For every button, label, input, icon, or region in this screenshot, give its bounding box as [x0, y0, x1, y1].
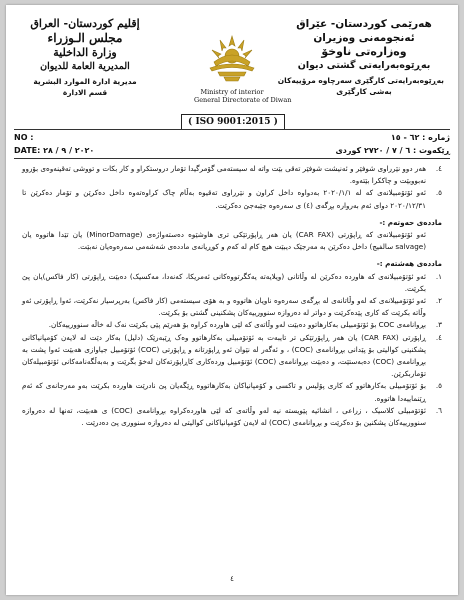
- kurdish-council-line: ئەنجومەنی وەزیران: [313, 32, 415, 44]
- item-number: ٤.: [435, 332, 442, 342]
- item-text: ڕاپۆرتی (CAR FAX) یان هەر ڕاپۆرتێکی تر تایبەت بە ئۆتۆمبیلی بەکارهاتوو وەک ڕێبەرێک (دلیل) بەکار دێت لە لایەن کۆمپانیاکانی پشکنینی کوالیتی بۆ پێدانی بڕوانامەی (COC) ، و ئەگەر لە نێوان ئەو ڕاپۆرتانە و ڕاپۆرتی (COC) ئۆتۆمبیل جیاوازی هەبێت ئەوا پشت بە بڕوانامەی (COC) دەبەستێت، و دەبێت بڕوانامەی (COC) ئۆتۆمبیل وردەکاری کاڕاپۆرتەکان لەخۆ بگرێت و بەبەڵگەنامەکانی ئۆتۆمبیلەکان تۆماربکرێن.: [22, 332, 427, 379]
- item-number: ١.: [435, 271, 442, 281]
- arabic-council-line: مجلس الـوزراء: [47, 31, 123, 45]
- arabic-ministry-line: وزارة الداخلية: [53, 46, 117, 59]
- article-eight-item-5: [22, 380, 442, 404]
- ministry-emblem: [194, 30, 292, 104]
- item-text: ئەو ئۆتۆمبیلانەی کە هاوردە دەکرێن لە وڵاتانی (ویلایەتە یەکگرتووەکانی ئەمریکا، کەنەدا، مەکسیک) دەبێت ڕاپۆرتی (کار فاکس)یان پێ بکرێت.: [22, 271, 426, 293]
- arabic-hr-line: مديرية ادارة الموارد البشرية: [33, 77, 137, 86]
- article-eight-heading: ماددەی هەشتەم :-: [376, 259, 442, 269]
- meta-divider: [14, 158, 450, 159]
- paragraph-number: ٤.: [435, 164, 442, 173]
- kurdish-ministry-line: وەزارەتی ناوخۆ: [321, 45, 407, 58]
- kurdish-admin-line: بەشی کارگێری: [336, 87, 392, 96]
- item-text: بڕوانامەی COC بۆ ئۆتۆمبیلی بەکارهاتوو دەبێت لەو وڵاتەی کە لێی هاوردە کراوە بۆ هەرێم پێی بکرێت نەک لە خاڵە سنوورییەکان.: [48, 320, 426, 330]
- page-number: ٤: [230, 575, 234, 583]
- article-eight-item-2: [22, 295, 442, 319]
- article-eight-item-1: [22, 271, 442, 295]
- article-seven-heading: ماددەی حەوتەم :-: [379, 217, 442, 227]
- paragraph-number: ٥.: [435, 188, 442, 198]
- header-divider: [14, 129, 450, 130]
- reference-number: ژمارە : ٦٢ - ١٥: [390, 133, 450, 142]
- item-number: ٥.: [435, 381, 442, 391]
- paragraph-text: ئەو ئۆتۆمبیلانەی کە لە ٢٠٢٠/١/١ بەدواوە داخل کراون و نێرراوی تەقیوە بەڵام چاک کراوەتەوە داخل دەکرێن و تۆمار دەکرێن تا ٢٠٢٠/١٢/٣١ دوای ئەم بەروارە بڕگەی (٤) ی سەرەوە جێبەجێ دەکرێت.: [22, 188, 427, 210]
- document-page: [6, 5, 458, 595]
- kurdish-region-line: هەرێمی کوردستان- عێراق: [296, 18, 432, 30]
- arabic-letterhead: [20, 17, 150, 98]
- article-seven-text: ئەو ئۆتۆمبیلانەی کە ڕاپۆرتی (CAR FAX) یان هەر ڕاپۆرتێکی تری هاوشێوە دەستەواژەی (MinorDamage) یان تێدا هاتووە یان (salvage سالفیج) داخل دەکرێن بە مەرجێک دیبێت هیچ کام لە کەم و کوڕیانەی ماددەی شەشەمی سەرەوەیان نەبێت.: [22, 230, 427, 252]
- arabic-directorate-line: المديرية العامة للديوان: [40, 61, 130, 72]
- paragraph-5: [22, 187, 442, 211]
- arabic-admin-line: قسم الادارة: [62, 88, 108, 97]
- kurdish-directorate-line: بەڕێوەبەرایەتی گشتی دیوان: [297, 60, 431, 71]
- kurdish-hr-line: بەڕێوەبەرایەتی کارگێری سەرچاوە مرۆییەکان: [277, 76, 444, 85]
- kurdish-date: ڕێکەوت : ٦ / ٧ / ٢٧٢٠ کوردی: [335, 146, 450, 155]
- item-number: ٣.: [435, 320, 442, 330]
- kurdish-letterhead: [277, 17, 444, 97]
- date-label: DATE: ٢٠٢٠ / ٩ / ٢٨: [14, 146, 95, 155]
- ministry-english-line2: General Directorate of Diwan: [194, 96, 292, 104]
- number-label: NO :: [14, 133, 34, 142]
- article-eight-item-4: [22, 332, 442, 381]
- item-text: ئەو ئۆتۆمبیلانەی کە لەو وڵاتانەی لە بڕگەی سەرەوە ناویان هاتووە و بە هۆی سیستەمی (کار فاکس) بەرپرسیار نەکرێت، ئەوا ڕاپۆرتی ئەو وڵاتە بکرێت کە کاری پێدەکرێت و دواتر لە دەروازە سنوورییەکان پشکنینی گشتی بۆ بکرێت.: [22, 296, 426, 318]
- item-text: بۆ ئۆتۆمبیلی بەکارهاتوو کە کاری پۆلیس و تاکسی و کۆمپانیاکان بەکارهاتووە ڕێگەیان پێ نادرێت هاوردە بکرێت بەو مەرجانەی کە ئەم ڕێنماییەدا هاتووە.: [22, 381, 426, 403]
- item-number: ٦.: [435, 405, 442, 415]
- paragraph-4: [22, 163, 442, 187]
- paragraph-text: هەر دوو نێرراوی شوفێر و ئەنیشت شوفێر تەقی بێت واتە لە سیستەمی گۆمرگیدا تۆمار دروستکراو و کار بکات و تووشی تەقینەوەی بۆروو نەبووبێت و چاککرا بێتەوە.: [22, 164, 426, 186]
- arabic-region-line: إقليم كوردستان- العراق: [30, 17, 140, 30]
- ministry-english-line1: Ministry of interior: [200, 88, 264, 96]
- kurdistan-sun-emblem-icon: [204, 30, 260, 88]
- iso-certification-box: ( ISO 9001:2015 ): [181, 114, 285, 130]
- item-number: ٢.: [435, 296, 442, 306]
- article-eight-item-6: [22, 405, 442, 429]
- document-body: [22, 163, 442, 429]
- item-text: ئۆتۆمبیلی کلاسیک ، زراعی ، انشائیە پێویستە نیە لەو وڵاتەی کە لێی هاوردەکراوە بڕوانامەی (COC) ی هەبێت، تەنها لە دەروازە سنوورییەکان پشکنین بۆ دەکرێت و بڕوانامەی (COC) لە لایەن کۆمپانیاکانی کوالیتی لە دەروازە سنووری پێ دەدرێت .: [22, 405, 426, 428]
- article-eight-item-3: [22, 319, 442, 331]
